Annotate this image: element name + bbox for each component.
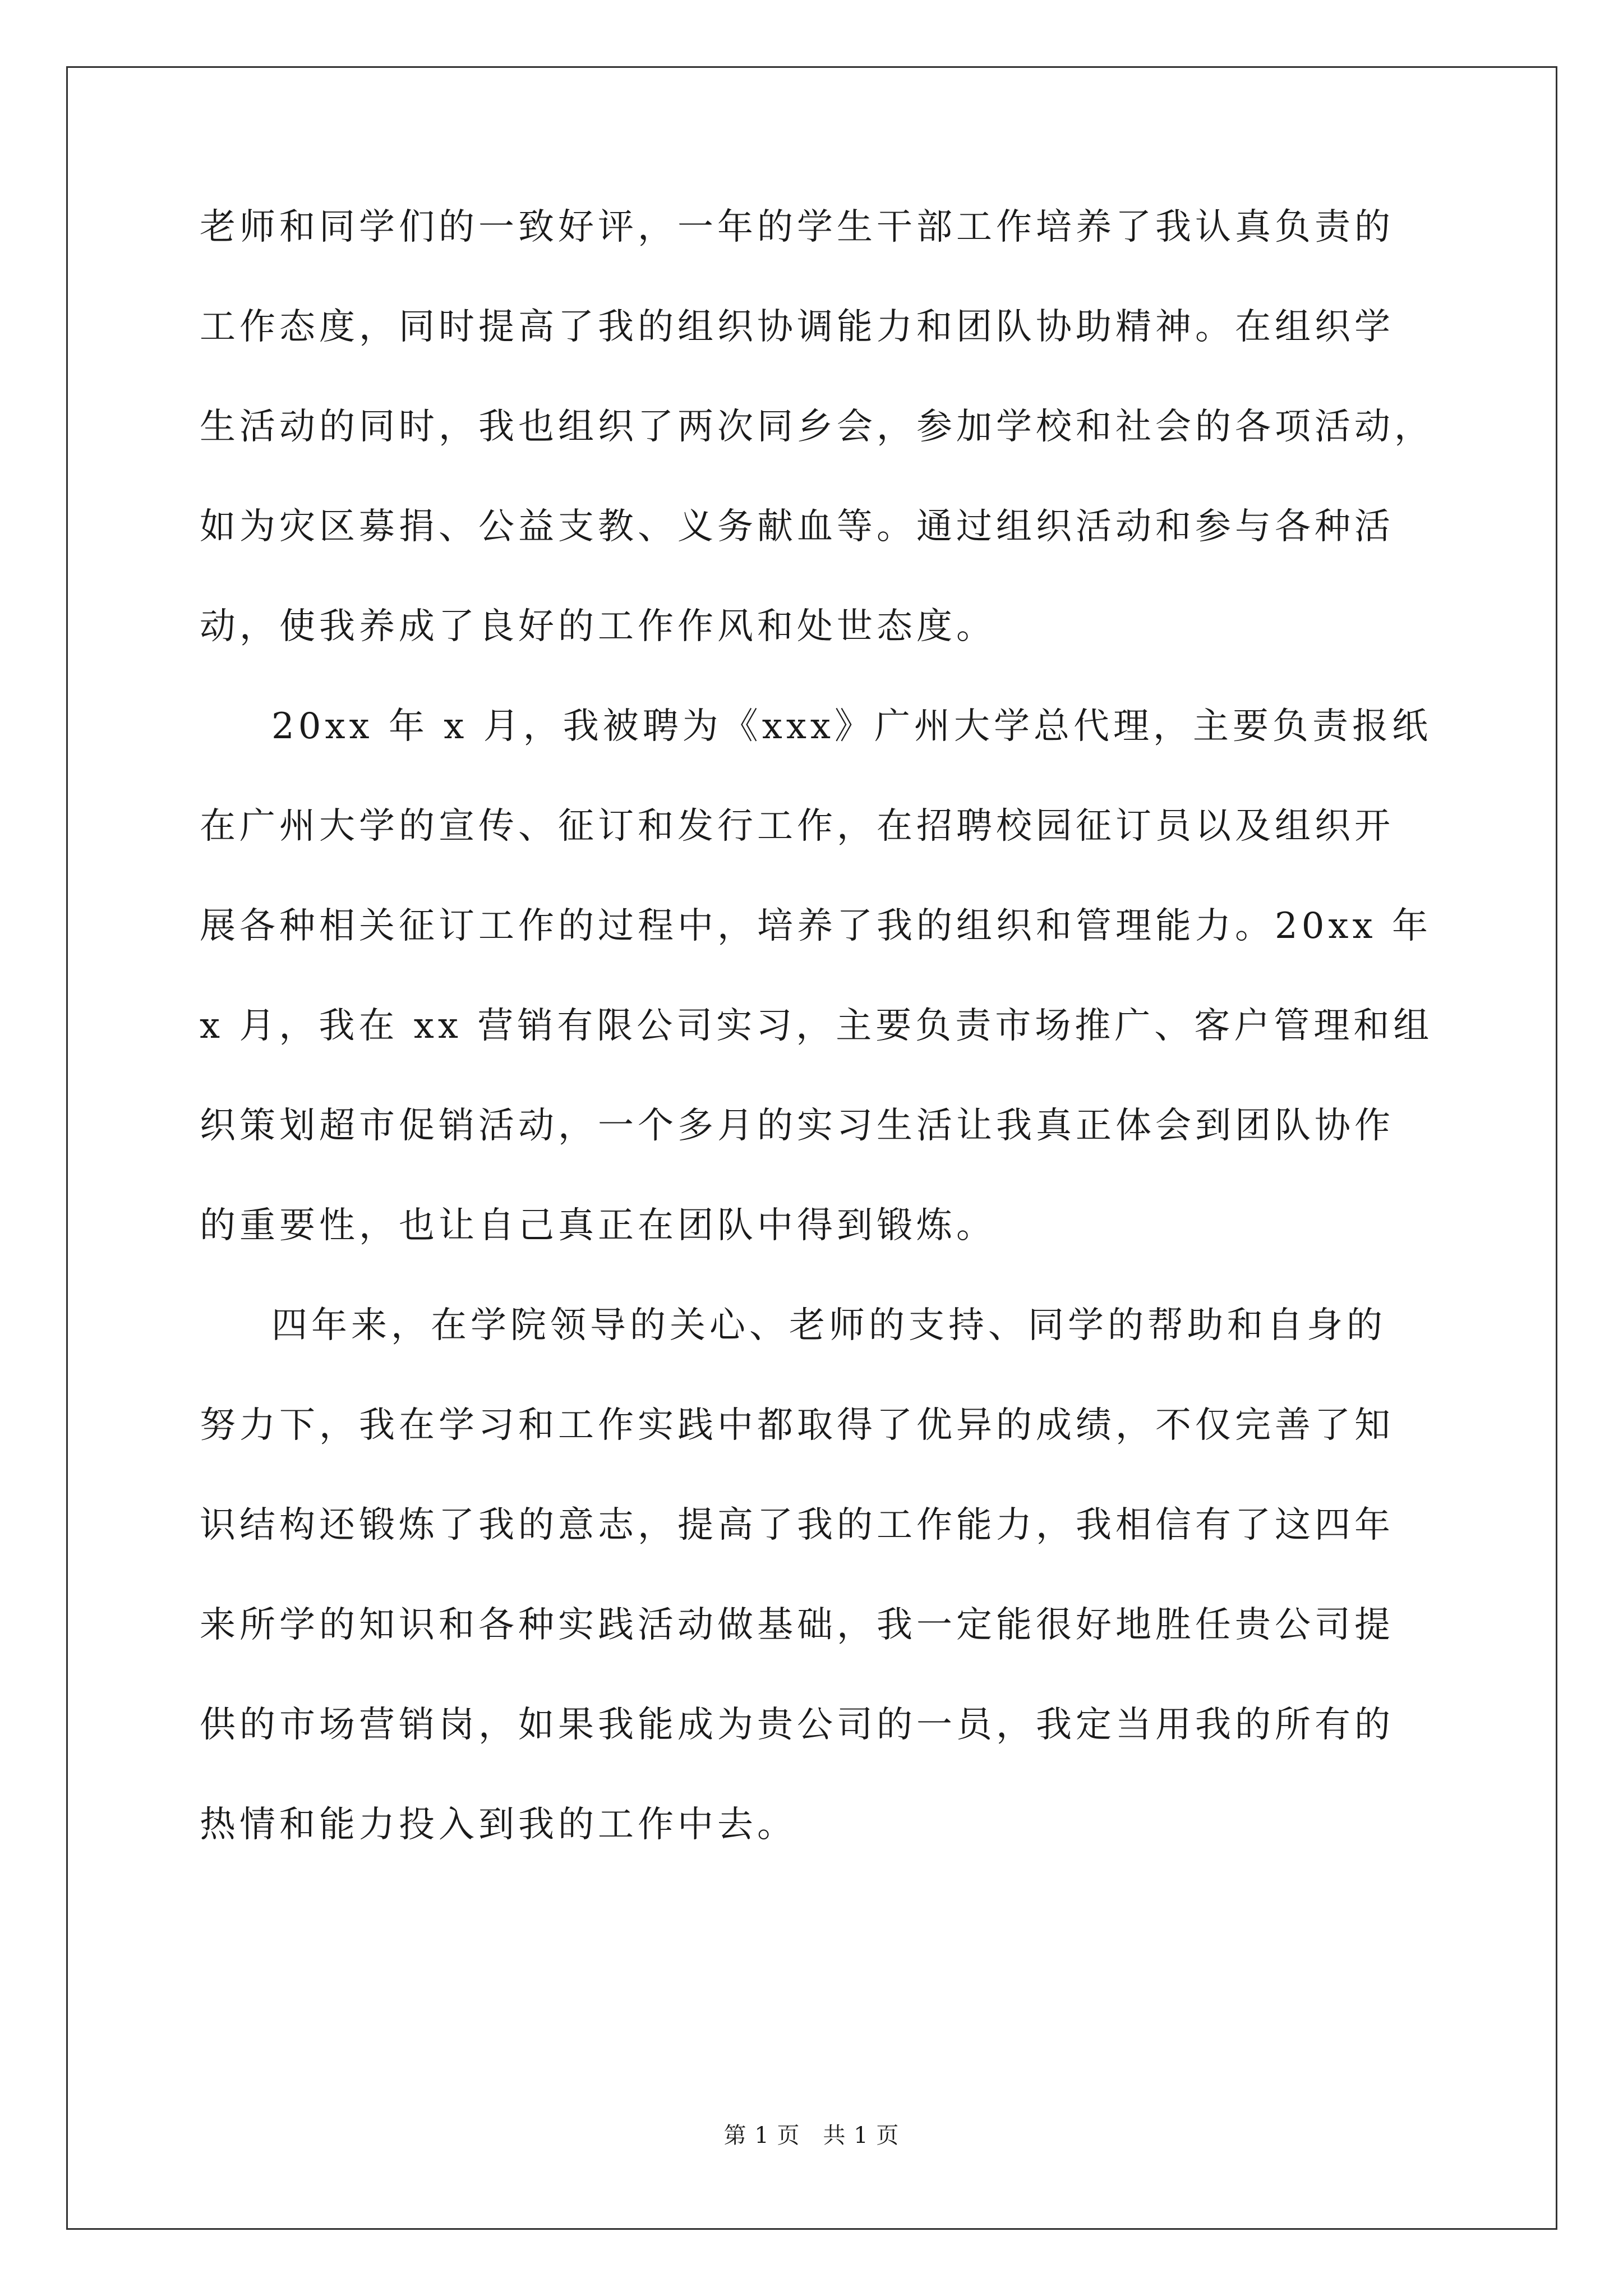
text-line: 在广州大学的宣传、征订和发行工作，在招聘校园征订员以及组织开 bbox=[200, 806, 1394, 847]
paragraph-first-line: 四年来，在学院领导的关心、老师的支持、同学的帮助和自身的 bbox=[271, 1305, 1386, 1346]
text-line: 如为灾区募捐、公益支教、义务献血等。通过组织活动和参与各种活 bbox=[200, 506, 1394, 547]
paragraph-first-line: 20xx 年 x 月，我被聘为《xxx》广州大学总代理，主要负责报纸 bbox=[271, 706, 1432, 747]
text-line: 动，使我养成了良好的工作作风和处世态度。 bbox=[200, 606, 996, 647]
text-line: 识结构还锻炼了我的意志，提高了我的工作能力，我相信有了这四年 bbox=[200, 1504, 1394, 1546]
page-number-footer: 第 1 页 共 1 页 bbox=[723, 2123, 900, 2148]
text-line: 努力下，我在学习和工作实践中都取得了优异的成绩，不仅完善了知 bbox=[200, 1405, 1394, 1446]
text-line: 生活动的同时，我也组织了两次同乡会，参加学校和社会的各项活动， bbox=[200, 406, 1434, 448]
text-line: 老师和同学们的一致好评，一年的学生干部工作培养了我认真负责的 bbox=[200, 206, 1394, 248]
text-line: 展各种相关征订工作的过程中，培养了我的组织和管理能力。20xx 年 bbox=[200, 905, 1432, 947]
text-line: 供的市场营销岗，如果我能成为贵公司的一员，我定当用我的所有的 bbox=[200, 1704, 1394, 1746]
text-line: 的重要性，也让自己真正在团队中得到锻炼。 bbox=[200, 1205, 996, 1246]
text-line: 来所学的知识和各种实践活动做基础，我一定能很好地胜任贵公司提 bbox=[200, 1604, 1394, 1646]
text-line: 热情和能力投入到我的工作中去。 bbox=[200, 1804, 797, 1846]
text-line: 工作态度，同时提高了我的组织协调能力和团队协助精神。在组织学 bbox=[200, 306, 1394, 348]
text-line: 织策划超市促销活动，一个多月的实习生活让我真正体会到团队协作 bbox=[200, 1105, 1394, 1147]
text-line: x 月，我在 xx 营销有限公司实习，主要负责市场推广、客户管理和组 bbox=[200, 1005, 1433, 1047]
